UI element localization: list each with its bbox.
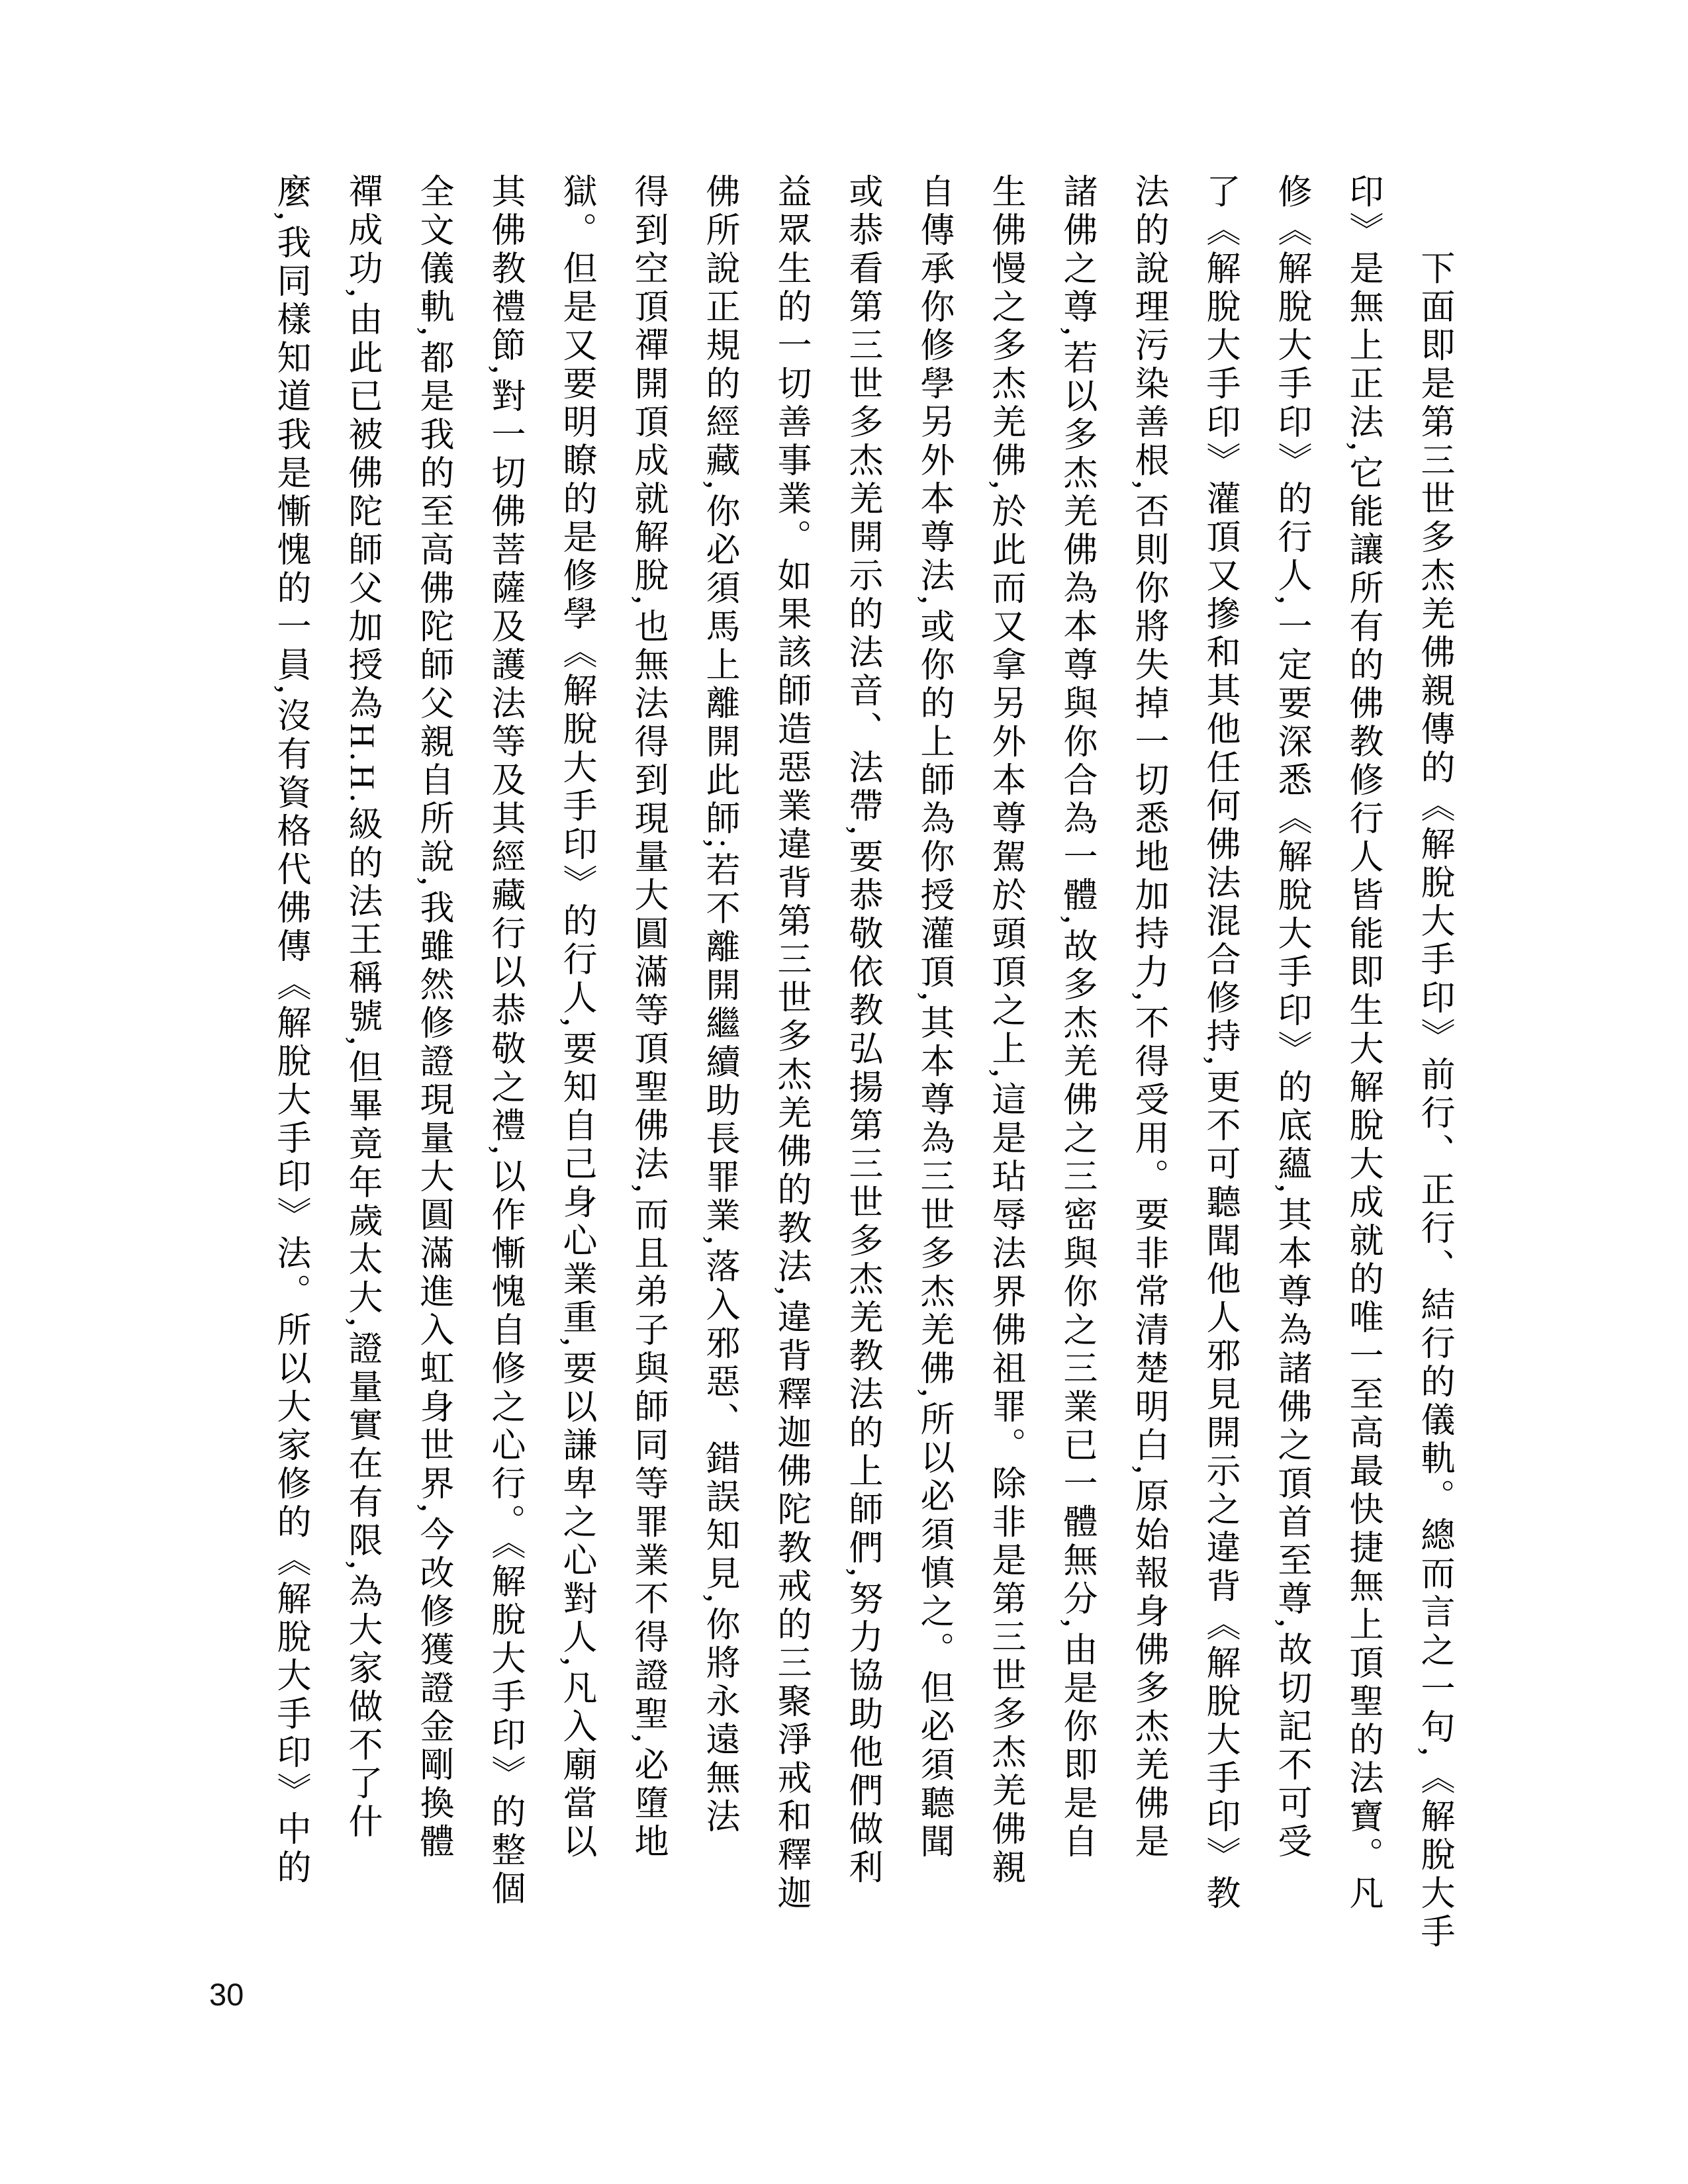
text-column: 得到空頂禪開頂成就解脫,也無法得到現量大圓滿等頂聖佛法,而且弟子與師同等罪業不得證聖,必墮地	[629, 173, 667, 1862]
text-column: 印》是無上正法,它能讓所有的佛教修行人皆能即生大解脫大成就的唯一至高最快捷無上頂聖的法寶。凡	[1344, 173, 1382, 1913]
vertical-text-block	[254, 173, 1470, 1967]
text-column: 修《解脫大手印》的行人,一定要深悉《解脫大手印》的底蘊,其本尊為諸佛之頂首至尊,故切記不可受	[1272, 173, 1310, 1862]
page-number: 30	[209, 1977, 244, 2012]
text-column: 或恭看第三世多杰羌開示的法音、法帶,要恭敬依教弘揚第三世多杰羌教法的上師們,努力協助他們做利	[843, 173, 881, 1888]
text-column: 全文儀軌,都是我的至高佛陀師父親自所說,我雖然修證現量大圓滿進入虹身世界,今改修獲證金剛換體	[414, 173, 452, 1862]
text-column: 禪成功,由此已被佛陀師父加授為H.H.級的法王稱號,但畢竟年歲太大,證量實在有限,為大家做不了什	[343, 173, 381, 1843]
text-column: 法的說理污染善根,否則你將失掉一切悉地加持力,不得受用。要非常清楚明白,原始報身佛多杰羌佛是	[1129, 173, 1167, 1862]
text-column: 麼,我同樣知道我是慚愧的一員,沒有資格代佛傳《解脫大手印》法。所以大家修的《解脫大手印》中的	[271, 173, 309, 1888]
text-column: 佛所說正規的經藏,你必須馬上離開此師;若不離開繼續助長罪業,落入邪惡、錯誤知見,你將永遠無法	[700, 173, 738, 1837]
text-column: 自傳承你修學另外本尊法,或你的上師為你授灌頂,其本尊為三世多杰羌佛,所以必須慎之。但必須聽聞	[915, 173, 953, 1862]
text-column: 諸佛之尊,若以多杰羌佛為本尊與你合為一體,故多杰羌佛之三密與你之三業已一體無分,由是你即是自	[1058, 173, 1096, 1862]
text-column: 下面即是第三世多杰羌佛親傳的《解脫大手印》前行、正行、結行的儀軌。總而言之一句,《解脫大手	[1415, 250, 1453, 1952]
text-column: 了《解脫大手印》灌頂又摻和其他任何佛法混合修持,更不可聽聞他人邪見開示之違背《解脫大手印》教	[1201, 173, 1239, 1913]
text-column: 其佛教禮節,對一切佛菩薩及護法等及其經藏行以恭敬之禮,以作慚愧自修之心行。《解脫大手印》的整個	[486, 173, 524, 1909]
text-column: 生佛慢之多杰羌佛,於此而又拿另外本尊駕於頭頂之上,這是玷辱法界佛祖罪。除非是第三世多杰羌佛親	[986, 173, 1024, 1888]
text-column: 獄。但是又要明瞭的是修學《解脫大手印》的行人,要知自己身心業重,要以謙卑之心對人,凡入廟當以	[557, 173, 595, 1862]
text-column: 益眾生的一切善事業。如果該師造惡業違背第三世多杰羌佛的教法,違背釋迦佛陀教戒的三聚淨戒和釋迦	[772, 173, 810, 1913]
